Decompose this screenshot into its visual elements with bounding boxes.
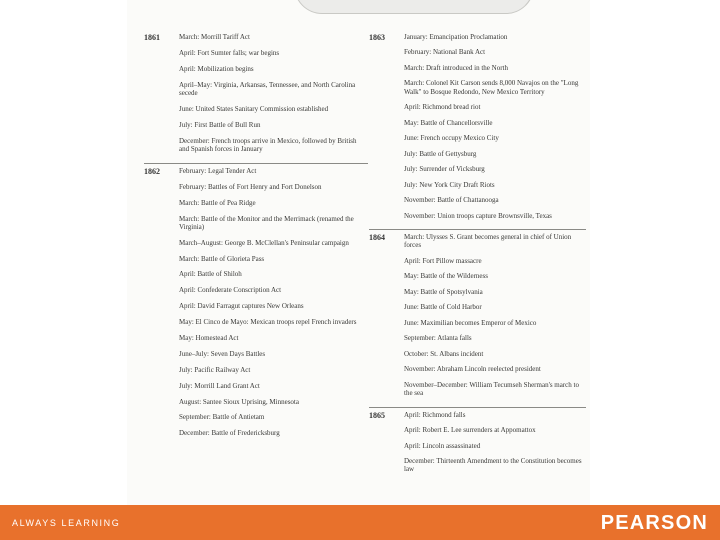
event-entry: March: Battle of Pea Ridge xyxy=(179,198,256,207)
event-entry: September: Battle of Antietam xyxy=(179,413,265,422)
year-label: 1865 xyxy=(369,410,385,420)
event-entry: January: Emancipation Proclamation xyxy=(404,33,508,41)
event-entry: March: Colonel Kit Carson sends 8,000 Navajos on the "Long Walk" to Bosque Redondo, New Mexico Territory xyxy=(404,79,579,96)
event-entry: April: Confederate Conscription Act xyxy=(179,286,282,295)
event-entry: November: Abraham Lincoln reelected president xyxy=(404,365,541,374)
event-entry: February: Battles of Fort Henry and Fort Donelson xyxy=(179,182,322,191)
event-entry: April: Fort Sumter falls; war begins xyxy=(179,48,280,57)
year-block xyxy=(144,30,368,163)
event-entry: November: Battle of Chattanooga xyxy=(404,196,499,205)
event-entry: March: Draft introduced in the North xyxy=(404,63,508,72)
year-block xyxy=(144,163,368,447)
event-entry: April: Robert E. Lee surrenders at Appomattox xyxy=(404,426,536,435)
event-entry: April: Fort Pillow massacre xyxy=(404,256,482,265)
event-entry: December: Thirteenth Amendment to the Constitution becomes law xyxy=(404,457,582,474)
year-label: 1863 xyxy=(369,33,385,42)
event-entry: May: Homestead Act xyxy=(179,334,239,343)
heading-tab xyxy=(294,0,534,14)
event-entry: July: Morrill Land Grant Act xyxy=(179,381,260,390)
event-entry: April: Richmond bread riot xyxy=(404,103,481,112)
event-entry: March: Morrill Tariff Act xyxy=(179,33,250,41)
event-list xyxy=(179,164,368,447)
event-entry: March: Battle of Glorieta Pass xyxy=(179,254,265,263)
event-entry: July: Pacific Railway Act xyxy=(179,365,251,374)
event-entry: June: French occupy Mexico City xyxy=(404,134,499,143)
event-entry: July: Battle of Gettysburg xyxy=(404,149,477,158)
event-entry: March: Battle of the Monitor and the Merrimack (renamed the Virginia) xyxy=(179,214,354,231)
event-entry: March–August: George B. McClellan's Peninsular campaign xyxy=(179,238,349,247)
event-list xyxy=(179,30,368,163)
event-list xyxy=(404,230,586,406)
event-entry: November–December: William Tecumseh Sherman's march to the sea xyxy=(404,380,579,398)
event-list xyxy=(404,30,586,229)
event-entry: May: Battle of Chancellorsville xyxy=(404,118,493,127)
event-entry: April: Richmond falls xyxy=(404,410,466,419)
event-entry: April–May: Virginia, Arkansas, Tennessee, and North Carolina secede xyxy=(179,80,356,97)
event-entry: May: Battle of the Wilderness xyxy=(404,272,488,281)
event-entry: July: Surrender of Vicksburg xyxy=(404,165,485,174)
event-entry: September: Atlanta falls xyxy=(404,334,472,343)
event-entry: December: Battle of Fredericksburg xyxy=(179,429,280,438)
footer-tagline: ALWAYS LEARNING xyxy=(12,518,121,528)
event-entry: June: Battle of Cold Harbor xyxy=(404,303,482,312)
event-entry: June–July: Seven Days Battles xyxy=(179,349,266,358)
event-entry: October: St. Albans incident xyxy=(404,349,484,358)
event-list xyxy=(404,408,586,483)
brand-logo: PEARSON xyxy=(600,512,708,534)
event-entry: December: French troops arrive in Mexico, followed by British and Spanish forces in January xyxy=(179,136,357,153)
event-entry: April: Mobilization begins xyxy=(179,64,254,73)
event-entry: March: Ulysses S. Grant becomes general in chief of Union forces xyxy=(404,233,572,250)
event-entry: November: Union troops capture Brownsville, Texas xyxy=(404,211,552,220)
event-entry: April: Battle of Shiloh xyxy=(179,270,242,279)
event-entry: May: Battle of Spotsylvania xyxy=(404,287,483,296)
year-label: 1862 xyxy=(144,166,160,176)
year-block xyxy=(369,229,586,406)
event-entry: June: Maximilian becomes Emperor of Mexico xyxy=(404,318,537,327)
event-entry: April: David Farragut captures New Orleans xyxy=(179,302,304,311)
right-column xyxy=(369,30,586,483)
event-entry: May: El Cinco de Mayo: Mexican troops repel French invaders xyxy=(179,318,357,327)
year-label: 1861 xyxy=(144,33,160,42)
year-block xyxy=(369,407,586,483)
footer-bar xyxy=(0,505,720,540)
left-column xyxy=(144,30,368,447)
event-entry: June: United States Sanitary Commission established xyxy=(179,104,329,113)
year-label: 1864 xyxy=(369,233,385,243)
year-block xyxy=(369,30,586,229)
event-entry: February: Legal Tender Act xyxy=(179,166,257,175)
event-entry: July: First Battle of Bull Run xyxy=(179,120,261,129)
event-entry: August: Santee Sioux Uprising, Minnesota xyxy=(179,397,299,406)
event-entry: April: Lincoln assassinated xyxy=(404,441,481,450)
chronology-page xyxy=(127,0,590,505)
event-entry: February: National Bank Act xyxy=(404,48,486,57)
event-entry: July: New York City Draft Riots xyxy=(404,180,495,189)
